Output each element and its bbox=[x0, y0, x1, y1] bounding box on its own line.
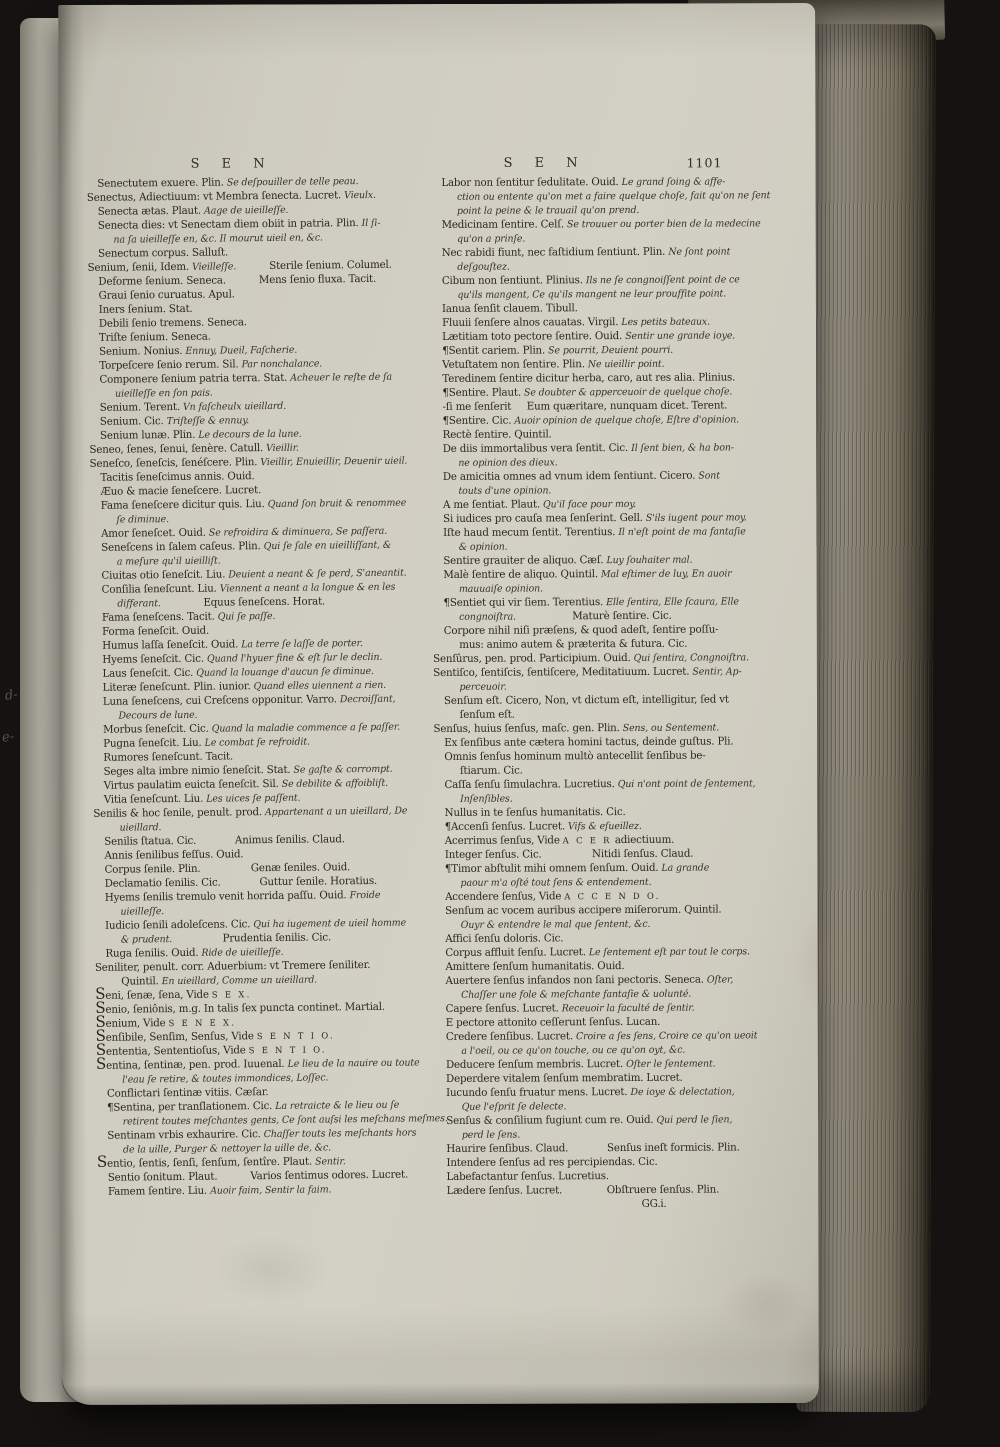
text-line: Caſſa ſenſu ſimulachra. Lucretius. Qui n'ont point de ſentement, bbox=[444, 778, 756, 791]
text-line: Intendere ſenſus ad res percipiendas. Cic. bbox=[446, 1155, 658, 1169]
text-line: Acerrimus ſenſus, Vide A C E R adiectiuum. bbox=[444, 833, 675, 847]
text-line: Sentio ſonitum. Plaut. Varios ſentimus odores. Lucret. bbox=[107, 1168, 409, 1184]
text-line: Iſte haud mecum ſentit. Terentius. Il n'eſt point de ma fantaſie bbox=[443, 526, 746, 539]
text-line: point la peine & le trauail qu'on prend. bbox=[456, 204, 640, 217]
text-line: l'eau ſe retire, & toutes immondices, Loſſec. bbox=[122, 1072, 329, 1086]
text-line: Senilis & hoc ſenile, penult. prod. Appartenant a un uieillard, De bbox=[93, 805, 408, 820]
text-line: deſgouſtez. bbox=[457, 261, 510, 273]
text-line: Senſum eſt. Cicero, Non, vt dictum eſt, intelligitur, ſed vt bbox=[444, 693, 729, 707]
text-line: Inſenſibles. bbox=[460, 793, 513, 805]
text-line: Senium. Cic. Triſteſſe & ennuy. bbox=[99, 415, 250, 428]
text-line: Vetuſtatem non ſentire. Plin. Ne uieillir point. bbox=[442, 358, 665, 371]
text-line: Senium. Nonius. Ennuy, Dueil, Faſcherie. bbox=[99, 344, 298, 358]
text-line: Corpus ſenile. Plin. Genæ ſeniles. Ouid. bbox=[104, 861, 351, 876]
text-line: Senſum ac vocem auribus accipere miſerorum. Quintil. bbox=[445, 903, 722, 917]
text-line: a l'oeil, ou ce qu'on touche, ou ce qu'on oyt, &c. bbox=[461, 1044, 686, 1057]
text-line: Capere ſenſus. Lucret. Receuoir la faculté de ſentir. bbox=[445, 1002, 695, 1015]
text-line: differant. Equus ſeneſcens. Horat. bbox=[117, 595, 326, 610]
text-line: Senſûrus, pen. prod. Participium. Ouid. Qui ſentira, Congnoiſtra. bbox=[433, 651, 749, 666]
signature-mark: GG.i. bbox=[641, 1197, 667, 1210]
text-line: Senium. Terent. Vn faſcheulx uieillard. bbox=[99, 400, 287, 414]
text-line: Seneo, ſenes, ſenui, ſenère. Catull. Vieillir. bbox=[89, 442, 299, 456]
text-line: Sententia, Sententioſus, Vide S E N T I O. bbox=[95, 1040, 327, 1059]
text-line: Declamatio ſenilis. Cic. Guttur ſenile. Horatius. bbox=[104, 874, 378, 890]
text-line: Corpus affluit ſenſu. Lucret. Le ſentement eſt par tout le corps. bbox=[445, 946, 750, 959]
text-line: Æuo & macie ſeneſcere. Lucret. bbox=[100, 484, 262, 498]
text-line: Graui ſenio curuatus. Apul. bbox=[98, 288, 235, 302]
text-line: Ex ſenſibus ante cætera homini tactus, deinde guſtus. Pli. bbox=[444, 735, 734, 749]
running-head-left: S E N bbox=[190, 156, 274, 172]
left-column bbox=[86, 171, 448, 1198]
text-line: uieilleſſe en ſon pais. bbox=[115, 387, 213, 400]
text-line: mus: animo autem & præterita & futura. Cic. bbox=[459, 637, 688, 651]
text-line: Hyems ſeneſcit. Cic. Quand l'hyuer fine & eſt ſur le declin. bbox=[102, 651, 383, 666]
text-line: & prudent. Prudentia ſenilis. Cic. bbox=[120, 931, 332, 946]
text-line: Iners ſenium. Stat. bbox=[98, 302, 193, 316]
text-line: Senectum corpus. Salluſt. bbox=[98, 246, 229, 260]
running-head-right: S E N bbox=[503, 155, 587, 171]
text-line: Componere ſenium patria terra. Stat. Acheuer le reſte de ſa bbox=[99, 371, 393, 386]
text-line: Auertere ſenſus infandos non ſani pectoris. Seneca. Oſter, bbox=[445, 973, 734, 987]
text-line: Humus laſſa ſeneſcit. Ouid. La terre ſe laſſe de porter. bbox=[102, 638, 363, 652]
text-line: ſtiarum. Cic. bbox=[459, 764, 523, 777]
printed-area bbox=[58, 3, 819, 1405]
text-line: perd le ſens. bbox=[461, 1129, 521, 1141]
text-line: Teredinem ſentire dicitur herba, caro, aut res alia. Plinius. bbox=[442, 371, 736, 385]
text-line: qu'on a prinſe. bbox=[457, 233, 526, 245]
text-line: perceuoir. bbox=[459, 681, 507, 693]
text-line: Senilis ſtatua. Cic. Animus ſenilis. Claud. bbox=[104, 833, 345, 848]
text-line: ¶Timor abſtulit mihi omnem ſenſum. Ouid. La grande bbox=[444, 861, 710, 875]
text-line: Nullus in te ſenſus humanitatis. Cic. bbox=[444, 806, 626, 819]
text-line: Si iudices pro cauſa mea ſenſerint. Gell. S'ils iugent pour moy. bbox=[443, 511, 747, 525]
text-line: Amittere ſenſum humanitatis. Ouid. bbox=[445, 960, 625, 973]
text-line: a meſure qu'il uieilliſt. bbox=[116, 555, 221, 568]
text-line: Nec rabidi fiunt, nec faſtidium ſentiunt. Plin. Ne ſont point bbox=[441, 245, 731, 259]
text-line: Ruga ſenilis. Ouid. Ride de uieilleſſe. bbox=[105, 946, 284, 960]
text-line: ¶Sentina, per tranſlationem. Cic. La retraicte & le lieu ou ſe bbox=[106, 1099, 400, 1114]
text-line: Senectutem exuere. Plin. Se deſpouiller de telle peau. bbox=[97, 176, 359, 190]
text-line: Laus ſeneſcit. Cic. Quand la louange d'aucun ſe diminue. bbox=[102, 665, 374, 680]
text-line: Deforme ſenium. Seneca. Mens ſenio fluxa. Tacit. bbox=[98, 272, 377, 288]
text-line: Malè ſentire de aliquo. Quintil. Mal eſtimer de luy, En auoir bbox=[443, 568, 732, 581]
text-line: Fama ſeneſcens. Tacit. Qui ſe paſſe. bbox=[101, 610, 276, 624]
text-line: Forma ſeneſcit. Ouid. bbox=[102, 624, 210, 638]
text-line: ſenſum eſt. bbox=[459, 708, 515, 721]
folio-number: 1101 bbox=[686, 155, 723, 171]
text-line: De amicitia omnes ad vnum idem ſentiunt. Cicero. Sont bbox=[442, 469, 720, 483]
text-line: Corpore nihil niſi præſens, & quod adeſt, ſentire poſſu- bbox=[443, 623, 719, 637]
text-line: Rumores ſeneſcunt. Tacit. bbox=[103, 750, 234, 764]
text-line: Rectè ſentire. Quintil. bbox=[442, 428, 552, 441]
text-line: A me ſentiat. Plaut. Qu'il face pour moy. bbox=[442, 498, 637, 511]
text-line: Senectus, Adiectiuum: vt Membra ſenecta. Lucret. Vieulx. bbox=[86, 189, 377, 204]
text-line: ¶Sentire. Cic. Auoir opinion de quelque choſe, Eſtre d'opinion. bbox=[442, 414, 740, 427]
text-line: Seges alta imbre nimio ſeneſcit. Stat. Se gaſte & corrompt. bbox=[103, 763, 393, 778]
text-line: Conſilia ſeneſcunt. Liu. Viennent a neant a la longue & en les bbox=[101, 581, 396, 596]
margin-annotation: e- bbox=[1, 729, 15, 746]
text-line: Iucundo ſenſu fruatur mens. Lucret. De ioye & delectation, bbox=[446, 1085, 735, 1099]
text-line: Sentiſco, ſentiſcis, ſentiſcere, Meditatiuum. Lucret. Sentir, Ap- bbox=[433, 665, 742, 680]
text-line: Senecta dies: vt Senectam diem obiit in patria. Plin. Il ſi- bbox=[97, 217, 381, 232]
text-line: Luna ſeneſcens, cui Creſcens opponitur. Varro. Decroiſſant, bbox=[102, 693, 396, 708]
text-line: Famem ſentire. Liu. Auoir faim, Sentir la faim. bbox=[107, 1184, 332, 1198]
text-line: Lætitiam toto pectore ſentire. Ouid. Sentir une grande ioye. bbox=[442, 330, 736, 343]
text-line: Deperdere vitalem ſenſum membratim. Lucret. bbox=[445, 1071, 683, 1085]
text-line: touts d'une opinion. bbox=[458, 485, 552, 497]
text-line: Conflictari ſentinæ vitiis. Cæſar. bbox=[106, 1086, 269, 1100]
text-line: Lædere ſenſus. Lucret. Obſtruere ſenſus. Plin. bbox=[446, 1183, 720, 1197]
text-line: Sentire grauiter de aliquo. Cæſ. Luy ſouhaiter mal. bbox=[443, 554, 693, 567]
text-line: Credere ſenſibus. Lucret. Croire a ſes ſens, Croire ce qu'on ueoit bbox=[445, 1030, 758, 1043]
text-line: Omnis ſenſus hominum multò antecellit ſenſibus be- bbox=[444, 749, 706, 763]
text-line: Hyems ſenilis tremulo venit horrida paſſu. Ouid. Froide bbox=[104, 889, 381, 904]
text-line: E pectore attonito ceſſerunt ſenſus. Lucan. bbox=[445, 1015, 661, 1029]
text-line: Tacitis ſeneſcimus annis. Ouid. bbox=[100, 470, 255, 484]
text-line: De diis immortalibus vera ſentit. Cic. Il ſent bien, & ha bon- bbox=[442, 441, 734, 455]
text-line: mauuaiſe opinion. bbox=[458, 583, 544, 595]
text-line: Labor non ſentitur ſedulitate. Ouid. Le grand ſoing & affe- bbox=[441, 176, 726, 189]
text-line: Triſte ſenium. Seneca. bbox=[98, 330, 211, 344]
text-line: Seniliter, penult. corr. Aduerbium: vt Tremere ſeniliter. bbox=[94, 958, 371, 974]
text-line: Deducere ſenſum membris. Lucret. Oſter le ſentement. bbox=[445, 1058, 716, 1071]
right-column bbox=[431, 172, 778, 1210]
text-line: paour m'a oſté tout ſens & entendement. bbox=[460, 876, 652, 889]
text-line: Fluuii ſenſere alnos cauatas. Virgil. Les petits bateaux. bbox=[442, 316, 711, 329]
text-line: Accendere ſenſus, Vide A C C E N D O. bbox=[445, 890, 661, 903]
text-line: retirent toutes meſchantes gents, Ce ſont auſsi les meſchans meſmes. bbox=[122, 1113, 448, 1128]
text-line: ¶Sentiet qui vir ſiem. Terentius. Elle ſentira, Elle ſcaura, Elle bbox=[443, 596, 739, 609]
text-line: Torpeſcere ſenio rerum. Sil. Par nonchalance. bbox=[99, 358, 323, 372]
text-line: Senſibile, Senſim, Senſus, Vide S E N T I O. bbox=[95, 1026, 336, 1045]
text-line: Fama ſeneſcere dicitur quis. Liu. Quand ſon bruit & renommee bbox=[100, 497, 407, 512]
text-line: Seni, ſenæ, ſena, Vide S E X. bbox=[95, 984, 252, 1003]
text-line: Ianua ſenſit clauem. Tibull. bbox=[441, 302, 578, 315]
text-line: Que l'eſprit ſe delecte. bbox=[461, 1101, 567, 1113]
text-line: Amor ſeneſcet. Ouid. Se refroidira & diminuera, Se paſſera. bbox=[100, 525, 388, 540]
text-line: & opinion. bbox=[458, 541, 508, 553]
text-line: Senium lunæ. Plin. Le decours de la lune. bbox=[99, 428, 302, 442]
text-line: Pugna ſeneſcit. Liu. Le combat ſe refroidit. bbox=[103, 736, 310, 750]
text-line: Decours de lune. bbox=[118, 709, 198, 722]
text-line: Medicinam ſentire. Celſ. Se trouuer ou porter bien de la medecine bbox=[441, 218, 761, 231]
text-line: Cibum non ſentiunt. Plinius. Ils ne ſe congnoiſſent point de ce bbox=[441, 274, 740, 287]
text-line: ¶Accenſi ſenſus. Lucret. Vifs & eſueillez. bbox=[444, 820, 642, 833]
text-line: Chaſſer une fole & meſchante fantaſie & uolunté. bbox=[461, 988, 692, 1001]
text-line: Seneſcens in ſalem caſeus. Plin. Qui ſe ſale en uieilliſſant, & bbox=[101, 539, 392, 554]
text-line: Morbus ſeneſcit. Cic. Quand la maladie commence a ſe paſſer. bbox=[103, 721, 401, 736]
margin-annotation: d- bbox=[4, 687, 19, 704]
text-line: Quintil. En uieillard, Comme un uieillard. bbox=[121, 974, 318, 988]
text-line: Annis ſenilibus feſſus. Ouid. bbox=[104, 848, 244, 862]
text-line: Iudicio ſenili adoleſcens. Cic. Qui ha iugement de uieil homme bbox=[105, 917, 407, 932]
text-line: Integer ſenſus. Cic. Nitidi ſenſus. Claud. bbox=[444, 847, 694, 861]
text-line: Senſus & conſilium fugiunt cum re. Ouid. Qui perd le ſien, bbox=[446, 1113, 733, 1127]
text-line: Senſus, huius ſenſus, maſc. gen. Plin. Sens, ou Sentement. bbox=[433, 722, 720, 736]
text-line: congnoiſtra. Maturè ſentire. Cic. bbox=[459, 609, 672, 623]
text-line: Sentio, ſentis, ſenſi, ſenſum, ſentîre. Plaut. Sentir. bbox=[96, 1152, 346, 1171]
text-line: Ouyr & entendre le mal que ſentent, &c. bbox=[460, 918, 651, 931]
text-line: Affici ſenſu doloris. Cic. bbox=[445, 932, 564, 945]
text-line: Haurire ſenſibus. Claud. Senſus ineſt formicis. Plin. bbox=[446, 1141, 740, 1155]
text-line: Labefactantur ſenſus. Lucretius. bbox=[446, 1170, 609, 1183]
text-line: de la uille, Purger & nettoyer la uille de, &c. bbox=[122, 1142, 332, 1156]
text-line: ction ou entente qu'on met a faire quelque choſe, fait qu'on ne ſent bbox=[456, 190, 771, 203]
text-line: Sentina, ſentinæ, pen. prod. Iuuenal. Le lieu de la nauire ou toute bbox=[95, 1054, 420, 1073]
text-line: na ſa uieilleſſe en, &c. Il mourut uieil en, &c. bbox=[113, 232, 323, 246]
text-line: qu'ils mangent, Ce qu'ils mangent ne leur prouffite point. bbox=[457, 288, 727, 301]
text-line: Virtus paulatim euicta ſeneſcit. Sil. Se debilite & affoibliſt. bbox=[103, 777, 389, 792]
text-line: Seneſco, ſeneſcis, ſenéſcere. Plin. Vieillir, Enuieillir, Deuenir uieil. bbox=[89, 455, 408, 470]
text-line: ſe diminue. bbox=[116, 514, 170, 526]
text-line: -ſi me ſenſerit Eum quæritare, nunquam dicet. Terent. bbox=[442, 399, 728, 413]
text-line: Senio, ſeniônis, m.g. In talis ſex puncta continet. Martial. bbox=[95, 998, 385, 1017]
text-line: uieilleſſe. bbox=[120, 906, 165, 918]
text-line: Senium, Vide S E N E X. bbox=[95, 1012, 237, 1031]
text-line: Debili ſenio tremens. Seneca. bbox=[98, 316, 247, 330]
text-line: Sentinam vrbis exhaurire. Cic. Chaſſer touts les meſchants hors bbox=[107, 1127, 417, 1142]
book-page bbox=[58, 3, 819, 1405]
text-line: ne opinion des dieux. bbox=[458, 457, 558, 469]
text-line: ¶Sentire. Plaut. Se doubter & apperceuoir de quelque choſe. bbox=[442, 386, 733, 399]
text-line: Senecta ætas. Plaut. Aage de uieilleſſe. bbox=[97, 204, 289, 218]
text-line: Vitia ſeneſcunt. Liu. Les uices ſe paſſent. bbox=[103, 792, 301, 806]
text-line: Literæ ſeneſcunt. Plin. iunior. Quand elles uiennent a rien. bbox=[102, 679, 387, 694]
text-line: uieillard. bbox=[119, 822, 162, 834]
text-line: ¶Sentit cariem. Plin. Se pourrit, Deuient pourri. bbox=[442, 344, 674, 357]
text-line: Ciuitas otio ſeneſcit. Liu. Deuient a neant & ſe perd, S'aneantit. bbox=[101, 567, 407, 582]
text-line: Senium, ſenii, Idem. Vieilleſſe. Sterile ſenium. Columel. bbox=[87, 258, 392, 274]
